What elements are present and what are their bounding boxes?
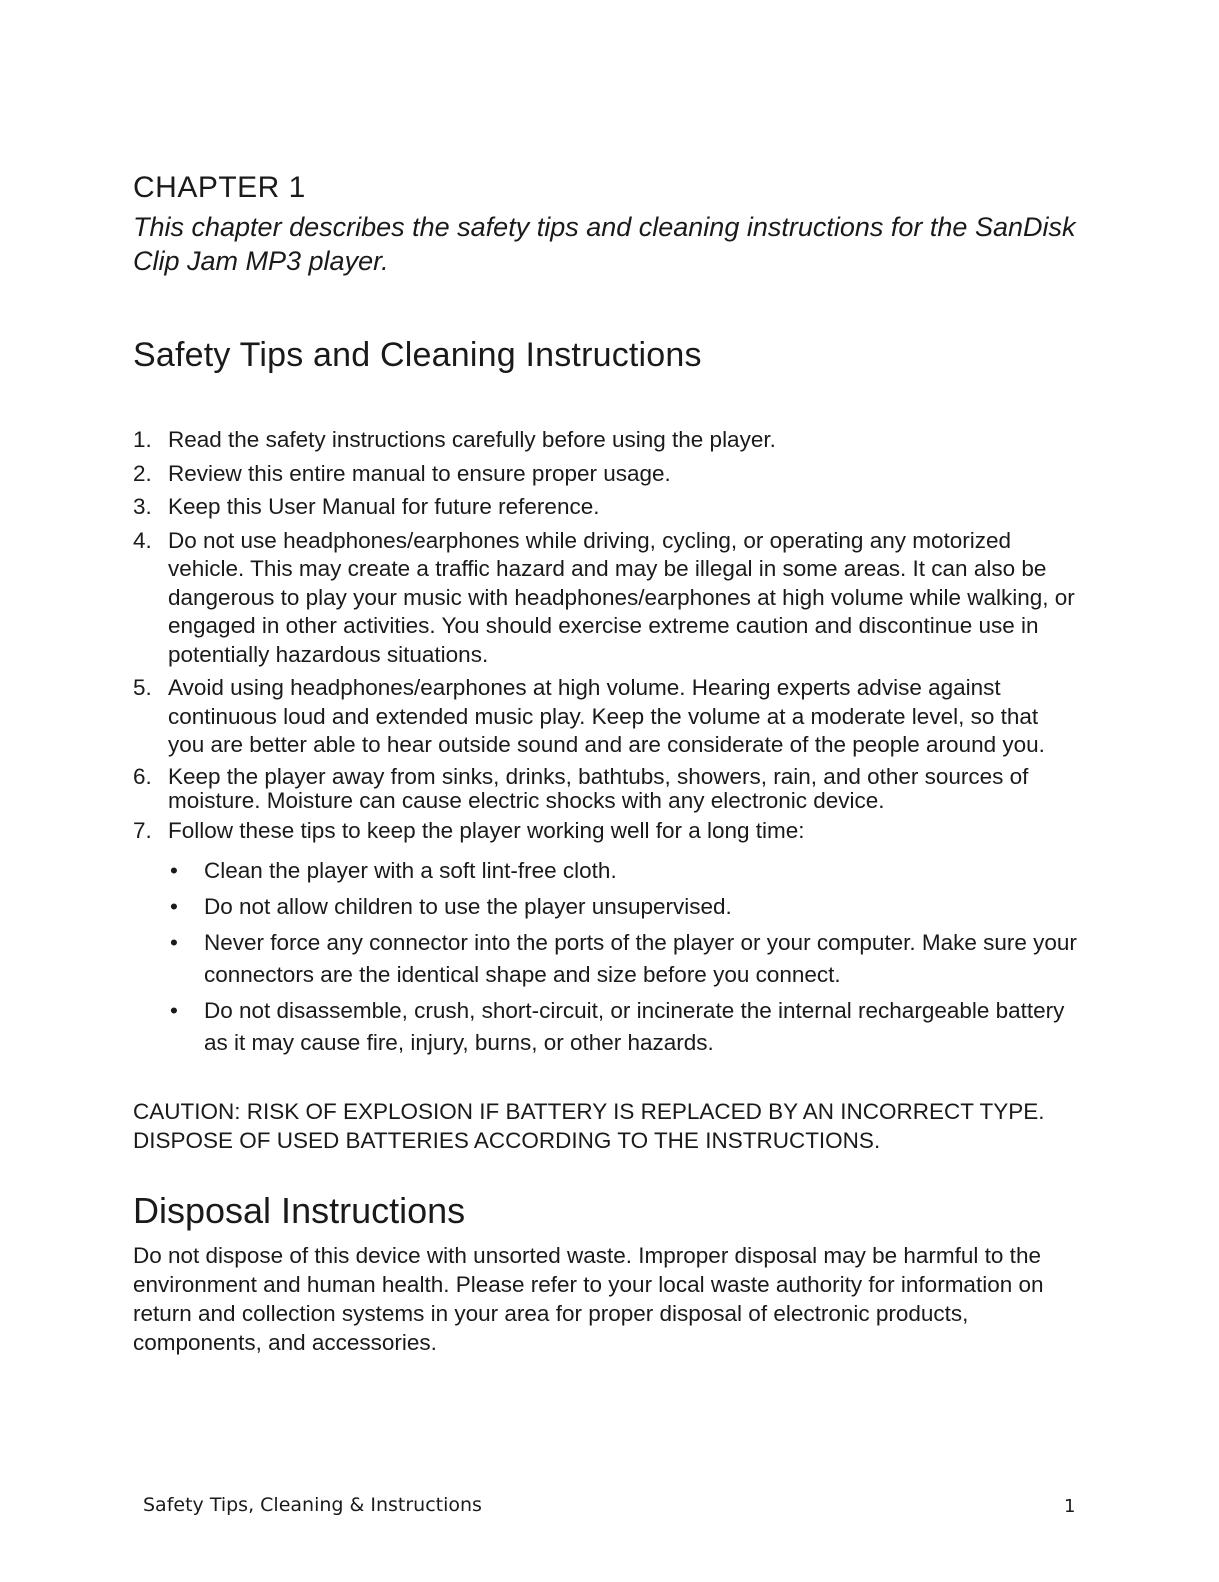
footer-section-title: Safety Tips, Cleaning & Instructions <box>143 1494 482 1516</box>
caution-notice: CAUTION: RISK OF EXPLOSION IF BATTERY IS REPLACED BY AN INCORRECT TYPE. DISPOSE OF USED BATTERIES ACCORDING TO THE INSTRUCTIONS. <box>133 1099 1045 1153</box>
item-text: Keep the player away from sinks, drinks, bathtubs, showers, rain, and other sources of moisture. Moisture can cause electric shocks with any electronic device. <box>168 763 1029 813</box>
safety-heading: Safety Tips and Cleaning Instructions <box>133 336 702 374</box>
disposal-body: Do not dispose of this device with unsorted waste. Improper disposal may be harmful to the environment and human health. Please refer to your local waste authority for information on return and collection systems in your area for proper disposal of electronic products, components, and accessories. <box>133 1243 1044 1355</box>
bullet-item <box>168 927 1078 991</box>
item-number: 4. <box>133 527 152 553</box>
chapter-label: CHAPTER 1 <box>133 171 306 204</box>
disposal-heading: Disposal Instructions <box>133 1190 466 1231</box>
bullet-icon: • <box>170 930 178 955</box>
item-text: Do not use headphones/earphones while driving, cycling, or operating any motorized vehicle. This may create a traffic hazard and may be illegal in some areas. It can also be dangerous to play your music with headphones/earphones at high volume while walking, or engaged in other activities. You should exercise extreme caution and discontinue use in potentially hazardous situations. <box>168 527 1075 667</box>
item-number: 3. <box>133 494 152 519</box>
item-text: Keep this User Manual for future reference. <box>168 494 600 519</box>
list-item <box>133 817 1078 1060</box>
item-number: 1. <box>133 427 152 452</box>
bullet-text: Do not allow children to use the player unsupervised. <box>204 894 732 919</box>
safety-list <box>133 426 1078 1059</box>
item-number: 6. <box>133 763 152 789</box>
bullet-icon: • <box>170 894 178 919</box>
item-number: 2. <box>133 460 152 486</box>
chapter-description: This chapter describes the safety tips and cleaning instructions for the SanDisk Clip Jam MP3 player. <box>133 212 1076 276</box>
item-text: Avoid using headphones/earphones at high volume. Hearing experts advise against continuous loud and extended music play. Keep the volume at a moderate level, so that you are better able to hear outside sound and are considerate of the people around you. <box>168 675 1045 757</box>
document-page <box>133 168 1078 1357</box>
bullet-icon: • <box>170 858 178 883</box>
page-number: 1 <box>1064 1496 1076 1517</box>
list-item <box>133 493 1078 522</box>
tips-bullet-list <box>168 855 1078 1059</box>
item-number: 5. <box>133 675 152 700</box>
list-item <box>133 460 1078 489</box>
bullet-item <box>168 855 1078 887</box>
bullet-text: Never force any connector into the ports of the player or your computer. Make sure your connectors are the identical shape and size before you connect. <box>204 930 1077 987</box>
bullet-text: Do not disassemble, crush, short-circuit, or incinerate the internal rechargeable battery as it may cause fire, injury, burns, or other hazards. <box>204 998 1065 1055</box>
bullet-text: Clean the player with a soft lint-free cloth. <box>204 858 617 883</box>
item-text: Read the safety instructions carefully before using the player. <box>168 427 776 452</box>
list-item <box>133 674 1078 760</box>
bullet-item <box>168 891 1078 923</box>
bullet-icon: • <box>170 998 178 1023</box>
list-item <box>133 765 1078 813</box>
item-number: 7. <box>133 817 152 843</box>
bullet-item <box>168 995 1078 1059</box>
item-text: Follow these tips to keep the player working well for a long time: <box>168 817 805 843</box>
item-text: Review this entire manual to ensure proper usage. <box>168 460 671 486</box>
list-item <box>133 426 1078 455</box>
list-item <box>133 527 1078 670</box>
